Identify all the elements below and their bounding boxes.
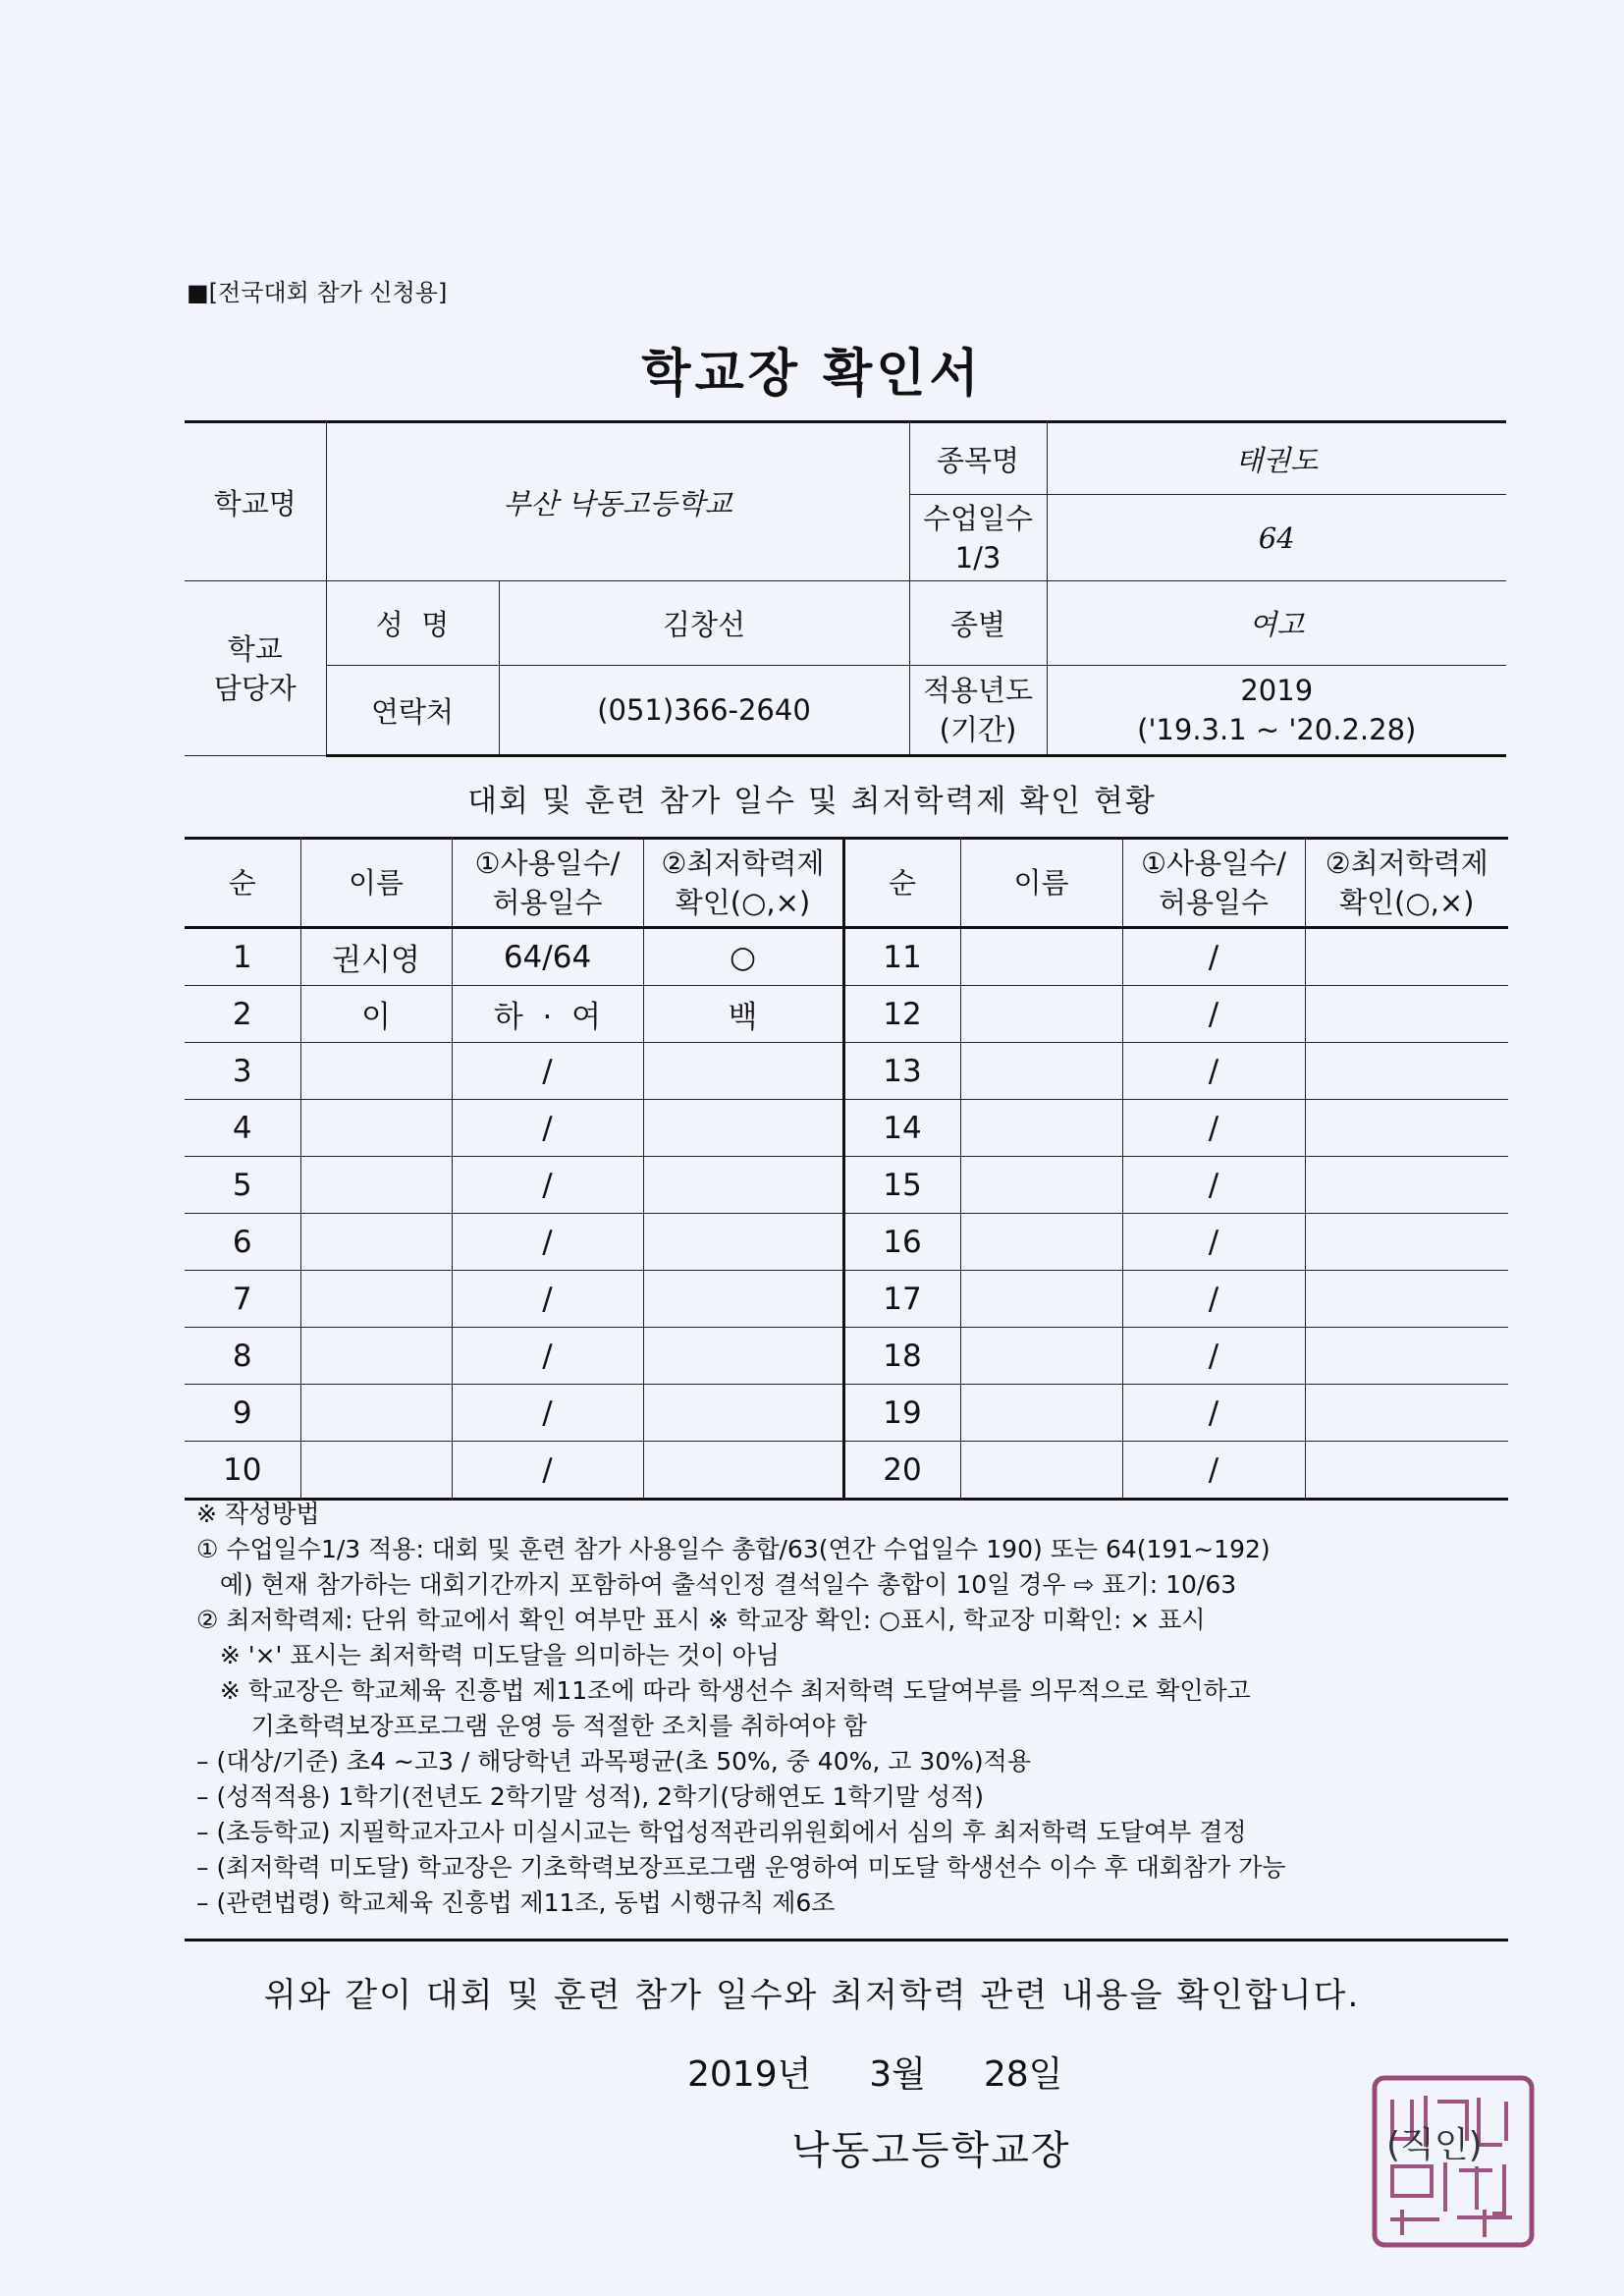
roster-row — [185, 1271, 1508, 1328]
athlete-name-left — [300, 1328, 452, 1385]
days-used-left: 하 · 여 — [452, 986, 643, 1043]
athlete-name-right — [960, 1271, 1122, 1328]
instruction-line: ※ '×' 표시는 최저학력 미도달을 의미하는 것이 아님 — [196, 1641, 780, 1669]
manager-label-line2: 담당자 — [213, 671, 297, 705]
days-used-left: / — [452, 1328, 643, 1385]
header-check-line2: 확인(○,×) — [1339, 886, 1475, 919]
days-used-left: / — [452, 1100, 643, 1157]
row-number-right: 20 — [843, 1442, 960, 1500]
row-number-left: 2 — [185, 986, 300, 1043]
roster-row — [185, 1043, 1508, 1100]
athlete-name-right — [960, 1442, 1122, 1500]
days-used-right: / — [1122, 1385, 1305, 1442]
manager-label — [185, 581, 326, 756]
school-info-table — [185, 420, 1506, 757]
academic-check-right — [1305, 1100, 1508, 1157]
school-name-label: 학교명 — [185, 422, 326, 581]
header-no-left: 순 — [185, 839, 300, 928]
instruction-line: ※ 작성방법 — [196, 1500, 320, 1528]
instruction-line: ② 최저학력제: 단위 학교에서 확인 여부만 표시 ※ 학교장 확인: ○표시, 학교장 미확인: × 표시 — [196, 1606, 1206, 1634]
athlete-name-left — [300, 1385, 452, 1442]
header-no-right: 순 — [843, 839, 960, 928]
athlete-name-right — [960, 986, 1122, 1043]
athlete-name-left — [300, 1442, 452, 1500]
instruction-line: – (최저학력 미도달) 학교장은 기초학력보장프로그램 운영하여 미도달 학생선수 이수 후 대회참가 가능 — [196, 1853, 1286, 1882]
class-days-label — [909, 495, 1047, 581]
row-number-right: 19 — [843, 1385, 960, 1442]
academic-check-left — [643, 1157, 843, 1214]
header-name-right: 이름 — [960, 839, 1122, 928]
roster-row — [185, 1157, 1508, 1214]
header-days-line2: 허용일수 — [1158, 886, 1270, 919]
year-label-line2: (기간) — [939, 713, 1017, 746]
header-check-left — [643, 839, 843, 928]
days-used-left: / — [452, 1043, 643, 1100]
roster-table — [185, 837, 1508, 1501]
roster-row — [185, 986, 1508, 1043]
academic-check-left — [643, 1043, 843, 1100]
header-check-line2: 확인(○,×) — [675, 886, 811, 919]
roster-row — [185, 1442, 1508, 1500]
days-used-right: / — [1122, 1214, 1305, 1271]
athlete-name-left — [300, 1214, 452, 1271]
school-name-value: 부산 낙동고등학교 — [326, 422, 909, 581]
days-used-left: / — [452, 1157, 643, 1214]
days-used-right: / — [1122, 1157, 1305, 1214]
roster-header-row — [185, 839, 1508, 928]
division-label: 종별 — [909, 581, 1047, 666]
manager-label-line1: 학교 — [227, 631, 283, 666]
row-number-right: 14 — [843, 1100, 960, 1157]
header-days-line1: ①사용일수/ — [474, 847, 621, 880]
row-number-left: 3 — [185, 1043, 300, 1100]
signing-date: 2019년 3월 28일 — [687, 2054, 1063, 2095]
principal-title: 낙동고등학교장 — [791, 2128, 1071, 2173]
row-number-right: 17 — [843, 1271, 960, 1328]
days-used-left: / — [452, 1214, 643, 1271]
instruction-line: – (성적적용) 1학기(전년도 2학기말 성적), 2학기(당해연도 1학기말 성적) — [196, 1782, 984, 1811]
event-label: 종목명 — [909, 422, 1047, 495]
athlete-name-left: 권시영 — [300, 928, 452, 986]
class-days-label-line2: 1/3 — [954, 540, 1001, 574]
athlete-name-right — [960, 1100, 1122, 1157]
instruction-line: – (초등학교) 지필학교자고사 미실시교는 학업성적관리위원회에서 심의 후 최저학력 도달여부 결정 — [196, 1818, 1247, 1846]
row-number-left: 8 — [185, 1328, 300, 1385]
year-label — [909, 666, 1047, 756]
header-days-line2: 허용일수 — [492, 886, 603, 919]
header-name-left: 이름 — [300, 839, 452, 928]
roster-title: 대회 및 훈련 참가 일수 및 최저학력제 확인 현황 — [467, 784, 1157, 819]
division-value: 여고 — [1047, 581, 1506, 666]
instructions — [196, 1497, 1512, 1921]
athlete-name-right — [960, 1214, 1122, 1271]
row-number-right: 16 — [843, 1214, 960, 1271]
athlete-name-left — [300, 1157, 452, 1214]
athlete-name-right — [960, 1328, 1122, 1385]
days-used-left: / — [452, 1385, 643, 1442]
athlete-name-right — [960, 1043, 1122, 1100]
row-number-right: 12 — [843, 986, 960, 1043]
academic-check-right — [1305, 928, 1508, 986]
instruction-line: – (관련법령) 학교체육 진흥법 제11조, 동법 시행규칙 제6조 — [196, 1888, 836, 1917]
row-number-left: 1 — [185, 928, 300, 986]
academic-check-left — [643, 1271, 843, 1328]
instruction-line: ※ 학교장은 학교체육 진흥법 제11조에 따라 학생선수 최저학력 도달여부를 의무적으로 확인하고 — [196, 1676, 1251, 1705]
academic-check-right — [1305, 1043, 1508, 1100]
row-number-left: 10 — [185, 1442, 300, 1500]
days-used-right: / — [1122, 928, 1305, 986]
academic-check-left — [643, 1442, 843, 1500]
athlete-name-left — [300, 1100, 452, 1157]
days-used-left: / — [452, 1442, 643, 1500]
instruction-line: – (대상/기준) 초4 ~고3 / 해당학년 과목평균(초 50%, 중 40%, 고 30%)적용 — [196, 1747, 1031, 1776]
academic-check-right — [1305, 1157, 1508, 1214]
manager-name-value: 김창선 — [499, 581, 909, 666]
academic-check-right — [1305, 1271, 1508, 1328]
confirmation-statement: 위와 같이 대회 및 훈련 참가 일수와 최저학력 관련 내용을 확인합니다. — [263, 1976, 1361, 2015]
manager-name-label: 성 명 — [326, 581, 499, 666]
header-days-line1: ①사용일수/ — [1141, 847, 1286, 880]
divider-line — [185, 1939, 1508, 1941]
academic-check-right — [1305, 986, 1508, 1043]
roster-row — [185, 1214, 1508, 1271]
days-used-left: / — [452, 1271, 643, 1328]
class-days-label-line1: 수업일수 — [922, 501, 1034, 535]
form-category-label: ■[전국대회 참가 신청용] — [187, 279, 448, 306]
roster-body — [185, 928, 1508, 1500]
year-text: 2019 — [1240, 674, 1314, 707]
period-text: ('19.3.1 ~ '20.2.28) — [1137, 713, 1417, 746]
academic-check-left — [643, 1385, 843, 1442]
days-used-right: / — [1122, 1100, 1305, 1157]
row-number-right: 11 — [843, 928, 960, 986]
year-value — [1047, 666, 1506, 756]
row-number-right: 18 — [843, 1328, 960, 1385]
athlete-name-left — [300, 1271, 452, 1328]
academic-check-left — [643, 1100, 843, 1157]
academic-check-right — [1305, 1214, 1508, 1271]
class-days-value: 64 — [1047, 495, 1506, 581]
instruction-line: 기초학력보장프로그램 운영 등 적절한 조치를 취하여야 함 — [196, 1712, 867, 1740]
academic-check-left: 백 — [643, 986, 843, 1043]
header-check-line1: ②최저학력제 — [1325, 847, 1489, 880]
athlete-name-left — [300, 1043, 452, 1100]
academic-check-left — [643, 1214, 843, 1271]
row-number-left: 6 — [185, 1214, 300, 1271]
roster-row — [185, 1385, 1508, 1442]
academic-check-right — [1305, 1385, 1508, 1442]
instruction-line: 예) 현재 참가하는 대회기간까지 포함하여 출석인정 결석일수 총합이 10일 경우 ⇨ 표기: 10/63 — [196, 1570, 1237, 1599]
row-number-left: 7 — [185, 1271, 300, 1328]
roster-row — [185, 928, 1508, 986]
days-used-right: / — [1122, 1271, 1305, 1328]
academic-check-right — [1305, 1328, 1508, 1385]
row-number-right: 13 — [843, 1043, 960, 1100]
academic-check-left — [643, 1328, 843, 1385]
academic-check-right — [1305, 1442, 1508, 1500]
year-label-line1: 적용년도 — [922, 674, 1034, 707]
days-used-left: 64/64 — [452, 928, 643, 986]
contact-value: (051)366-2640 — [499, 666, 909, 756]
academic-check-left: ○ — [643, 928, 843, 986]
roster-row — [185, 1100, 1508, 1157]
instruction-line: ① 수업일수1/3 적용: 대회 및 훈련 참가 사용일수 총합/63(연간 수업일수 190) 또는 64(191~192) — [196, 1535, 1271, 1563]
contact-label: 연락처 — [326, 666, 499, 756]
header-check-right — [1305, 839, 1508, 928]
document-title: 학교장 확인서 — [641, 345, 983, 404]
days-used-right: / — [1122, 1442, 1305, 1500]
athlete-name-right — [960, 1385, 1122, 1442]
athlete-name-right — [960, 1157, 1122, 1214]
athlete-name-right — [960, 928, 1122, 986]
days-used-right: / — [1122, 986, 1305, 1043]
days-used-right: / — [1122, 1043, 1305, 1100]
days-used-right: / — [1122, 1328, 1305, 1385]
roster-row — [185, 1328, 1508, 1385]
event-value: 태권도 — [1047, 422, 1506, 495]
seal-label: (직인) — [1386, 2125, 1483, 2165]
row-number-left: 4 — [185, 1100, 300, 1157]
header-days-right — [1122, 839, 1305, 928]
header-days-left — [452, 839, 643, 928]
row-number-left: 5 — [185, 1157, 300, 1214]
row-number-left: 9 — [185, 1385, 300, 1442]
row-number-right: 15 — [843, 1157, 960, 1214]
athlete-name-left: 이 — [300, 986, 452, 1043]
header-check-line1: ②최저학력제 — [661, 847, 825, 880]
